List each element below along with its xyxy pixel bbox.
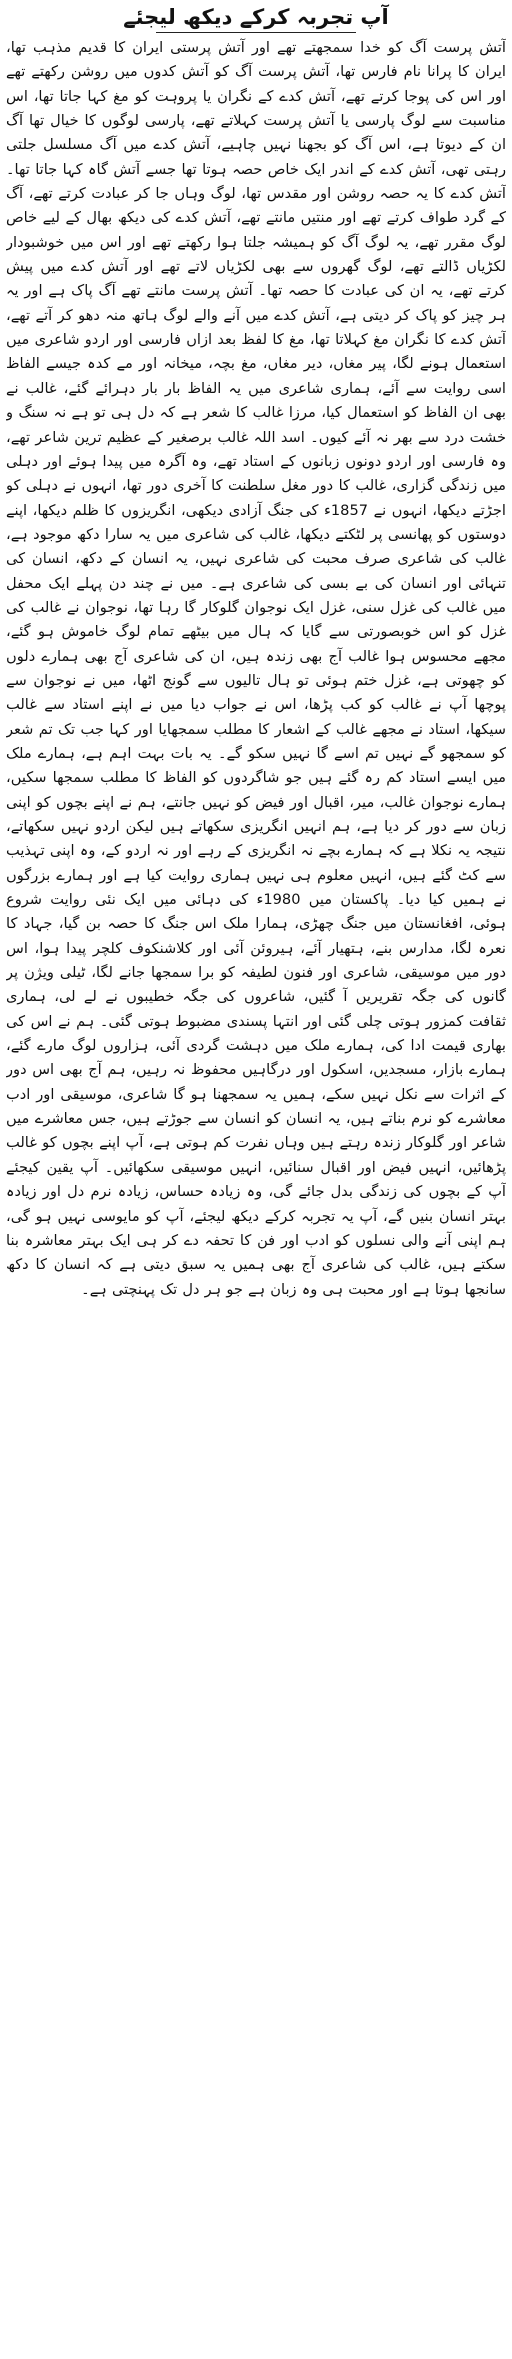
- article-paragraph-9: آپ یقین کیجئے آپ کے بچوں کی زندگی بدل جائے گی، وہ زیادہ حساس، زیادہ نرم دل اور زیادہ بہتر انسان بنیں گے، آپ یہ تجربہ کرکے دیکھ لیجئے، آپ کو مایوسی نہیں ہو گی، ہم اپنی آنے والی نسلوں کو ادب اور فن کا تحفہ دے کر ہی ایک بہتر معاشرہ بنا سکتے ہیں، غالب کی شاعری آج بھی ہمیں یہ سبق دیتی ہے کہ انسان کا دکھ سانجھا ہوتا ہے اور محبت ہی وہ زبان ہے جو ہر دل تک پہنچتی ہے۔: [6, 1158, 506, 1298]
- article-paragraph-6: یہ بات بہت اہم ہے، ہمارے ملک میں ایسے استاد کم رہ گئے ہیں جو شاگردوں کو الفاظ کا مطلب سمجھا سکیں، ہمارے نوجوان غالب، میر، اقبال اور فیض کو نہیں جانتے، ہم نے اپنے بچوں کو اپنی زبان سے دور کر دیا ہے، ہم انہیں انگریزی سکھاتے ہیں لیکن اردو نہیں سکھاتے، نتیجہ یہ نکلا ہے کہ ہمارے بچے نہ انگریزی کے رہے اور نہ اردو کے، وہ اپنی تہذیب سے کٹ گئے ہیں، انہیں معلوم ہی نہیں ہماری روایت کیا ہے اور ہمارے بزرگوں نے ہمیں کیا دیا۔: [6, 744, 506, 909]
- article-headline: [6, 0, 506, 34]
- article-paragraph-2: آتش کدے کا یہ حصہ روشن اور مقدس تھا، لوگ وہاں جا کر عبادت کرتے تھے، آگ کے گرد طواف کرتے تھے اور منتیں مانتے تھے، آتش کدے کی دیکھ بھال کے لیے خاص لوگ مقرر تھے، یہ لوگ آگ کو ہمیشہ جلتا ہوا رکھتے تھے اور اس میں خوشبودار لکڑیاں ڈالتے تھے، لوگ گھروں سے بھی لکڑیاں لاتے تھے اور آتش کدے میں پیش کرتے تھے، یہ ان کی عبادت کا حصہ تھا۔: [6, 185, 506, 300]
- headline-underline: [156, 32, 356, 33]
- article-paragraph-4: اسد اللہ غالب برصغیر کے عظیم ترین شاعر تھے، وہ فارسی اور اردو دونوں زبانوں کے استاد تھے، وہ آگرہ میں پیدا ہوئے اور دہلی میں زندگی گزاری، غالب کا دور مغل سلطنت کا آخری دور تھا، انہوں نے دہلی کو اجڑتے دیکھا، انہوں نے 1857ء کی جنگ آزادی دیکھی، انگریزوں کا ظلم دیکھا، اپنے دوستوں کو پھانسی پر لٹکتے دیکھا، غالب کی شاعری میں یہ سارا دکھ موجود ہے، غالب کی شاعری صرف محبت کی شاعری نہیں، یہ انسان کے دکھ، انسان کی تنہائی اور انسان کی بے بسی کی شاعری ہے۔: [6, 428, 506, 592]
- article-paragraph-1: آتش پرست آگ کو خدا سمجھتے تھے اور آتش پرستی ایران کا قدیم مذہب تھا، ایران کا پرانا نام فارس تھا، آتش پرست آگ کو آتش کدوں میں روشن رکھتے تھے اور اس کی پوجا کرتے تھے، آتش کدے کے نگران یا پروہت کو مغ کہا جاتا تھا، اس مناسبت سے لوگ پارسی یا آتش پرست کہلاتے تھے، پارسی لوگوں کا خیال تھا آگ ان کے دیوتا ہے، اس آگ کو بجھنا نہیں چاہیے، آتش کدے میں آگ مسلسل جلتی رہتی تھی، آتش کدے کے اندر ایک خاص حصہ ہوتا تھا جسے آتش گاہ کہا جاتا تھا۔: [6, 39, 506, 178]
- headline-text: آپ تجربہ کرکے دیکھ لیجئے: [123, 5, 389, 29]
- article-body: [6, 36, 506, 2354]
- article-paragraph-8: ہم نے اس کی بھاری قیمت ادا کی، ہمارے ملک میں دہشت گردی آئی، ہزاروں لوگ مارے گئے، ہمارے بازار، مسجدیں، اسکول اور درگاہیں محفوظ نہ رہیں، ہم آج بھی اس دور کے اثرات سے نکل نہیں سکے، ہمیں یہ سمجھنا ہو گا شاعری، موسیقی اور ادب معاشرے کو نرم بناتے ہیں، یہ انسان کو انسان سے جوڑتے ہیں، جس معاشرے میں شاعر اور گلوکار زندہ رہتے ہیں وہاں نفرت کم ہوتی ہے، آپ اپنے بچوں کو غالب پڑھائیں، انہیں فیض اور اقبال سنائیں، انہیں موسیقی سکھائیں۔: [6, 1012, 506, 1176]
- article-paragraph-3: آتش پرست مانتے تھے آگ پاک ہے اور یہ ہر چیز کو پاک کر دیتی ہے، آتش کدے میں آنے والے لوگ ہاتھ منہ دھو کر آتے تھے، آتش کدے کا نگران مغ کہلاتا تھا، مغ کا لفظ بعد ازاں فارسی اور اردو شاعری میں استعمال ہونے لگا، پیر مغاں، دیر مغاں، مغ بچہ، میخانہ اور مے کدہ جیسے الفاظ اسی روایت سے آئے، ہماری شاعری میں یہ الفاظ بار بار دہرائے گئے، غالب نے بھی ان الفاظ کو استعمال کیا، مرزا غالب کا شعر ہے کہ دل ہی تو ہے نہ سنگ و خشت درد سے بھر نہ آئے کیوں۔: [6, 282, 506, 446]
- article-paragraph-5: میں نے چند دن پہلے ایک محفل میں غالب کی غزل سنی، غزل ایک نوجوان گلوکار گا رہا تھا، نوجوان نے غالب کی غزل کو اس خوبصورتی سے گایا کہ ہال میں بیٹھے تمام لوگ خاموش ہو گئے، مجھے محسوس ہوا غالب آج بھی زندہ ہیں، ان کی شاعری آج بھی ہمارے دلوں کو چھوتی ہے، غزل ختم ہوئی تو ہال تالیوں سے گونج اٹھا، میں نے نوجوان سے پوچھا آپ نے غالب کو کب پڑھا، اس نے جواب دیا میں نے اپنے استاد سے غالب سیکھا، استاد نے مجھے غالب کے اشعار کا مطلب سمجھایا اور کہا جب تک تم شعر کو سمجھو گے نہیں تم اسے گا نہیں سکو گے۔: [6, 574, 506, 762]
- article-paragraph-7: پاکستان میں 1980ء کی دہائی میں ایک نئی روایت شروع ہوئی، افغانستان میں جنگ چھڑی، ہمارا ملک اس جنگ کا حصہ بن گیا، جہاد کا نعرہ لگا، مدارس بنے، ہتھیار آئے، ہیروئن آئی اور کلاشنکوف کلچر پیدا ہوا، اس دور میں موسیقی، شاعری اور فنون لطیفہ کو برا سمجھا جانے لگا، ٹیلی ویژن پر گانوں کی جگہ تقریریں آ گئیں، شاعروں کی جگہ خطیبوں نے لے لی، ہماری ثقافت کمزور ہوتی چلی گئی اور انتہا پسندی مضبوط ہوتی گئی۔: [6, 891, 506, 1030]
